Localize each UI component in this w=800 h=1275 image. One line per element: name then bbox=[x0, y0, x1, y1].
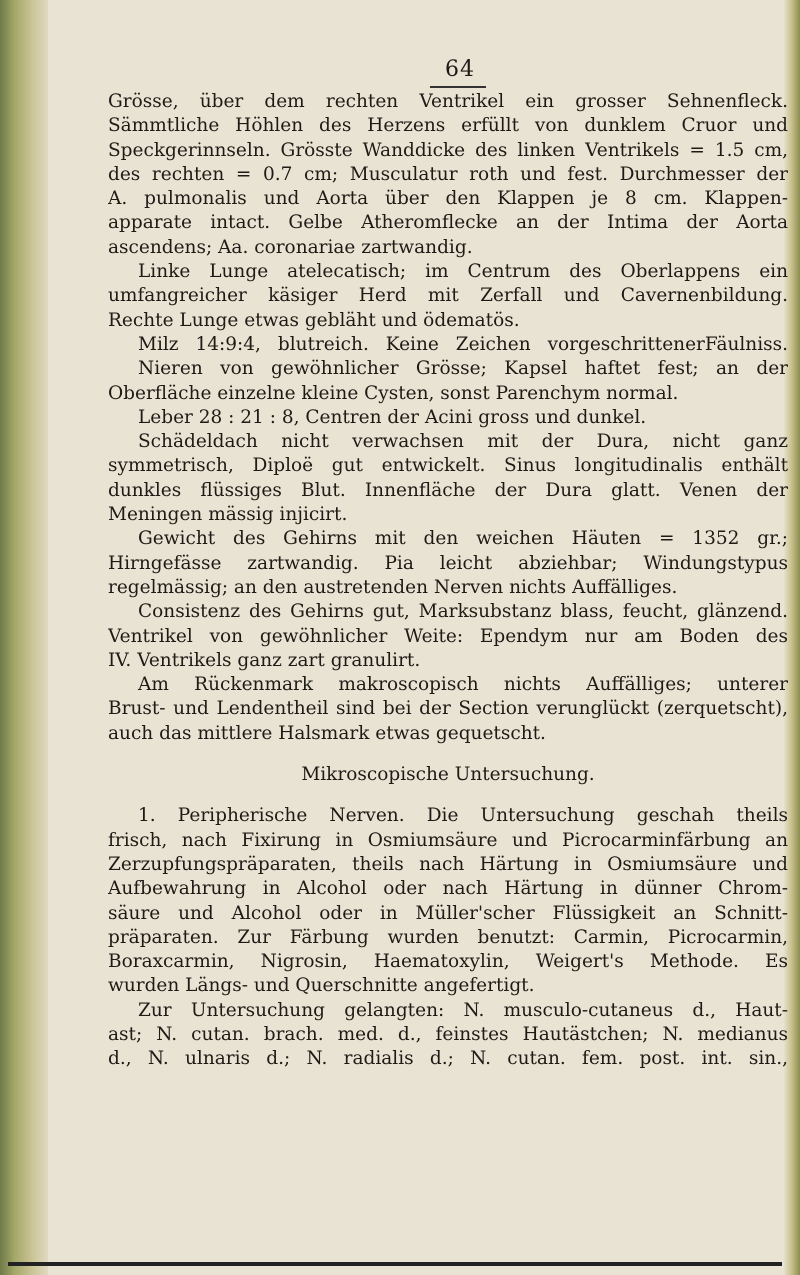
text-line: frisch, nach Fixirung in Osmiumsäure und Picrocarminfärbung an bbox=[108, 829, 788, 851]
section-heading: Mikroscopische Untersuchung. bbox=[301, 764, 595, 786]
text-line: Gewicht des Gehirns mit den weichen Häuten = 1352 gr.; bbox=[138, 528, 788, 550]
text-line: symmetrisch, Diploë gut entwickelt. Sinus longitudinalis enthält bbox=[108, 455, 788, 477]
text-line: Sämmtliche Höhlen des Herzens erfüllt von dunklem Cruor und bbox=[108, 115, 788, 137]
text-line: Zerzupfungspräparaten, theils nach Härtung in Osmiumsäure und bbox=[108, 853, 788, 875]
text-line: ascendens; Aa. coronariae zartwandig. bbox=[108, 236, 473, 258]
text-line: Boraxcarmin, Nigrosin, Haematoxylin, Weigert's Methode. Es bbox=[108, 951, 788, 973]
text-line: Hirngefässe zartwandig. Pia leicht abziehbar; Windungstypus bbox=[108, 552, 788, 574]
body-text bbox=[108, 90, 788, 1072]
text-line: Zur Untersuchung gelangten: N. musculo-cutaneus d., Haut- bbox=[138, 999, 788, 1021]
text-line: Linke Lunge atelecatisch; im Centrum des Oberlappens ein bbox=[138, 261, 788, 283]
bottom-rule bbox=[8, 1262, 782, 1266]
text-line: Nieren von gewöhnlicher Grösse; Kapsel haftet fest; an der bbox=[138, 358, 788, 380]
section-gap bbox=[108, 787, 788, 804]
text-line: des rechten = 0.7 cm; Musculatur roth und fest. Durchmesser der bbox=[108, 163, 788, 185]
text-line: A. pulmonalis und Aorta über den Klappen je 8 cm. Klappen- bbox=[108, 188, 788, 210]
text-line: Schädeldach nicht verwachsen mit der Dura, nicht ganz bbox=[138, 431, 788, 453]
text-line: Grösse, über dem rechten Ventrikel ein grosser Sehnenfleck. bbox=[108, 91, 788, 112]
text-line: Rechte Lunge etwas gebläht und ödematös. bbox=[108, 309, 520, 331]
text-line: Meningen mässig injicirt. bbox=[108, 504, 348, 526]
text-line: Consistenz des Gehirns gut, Marksubstanz blass, feucht, glänzend. bbox=[138, 601, 788, 623]
text-line: Aufbewahrung in Alcohol oder nach Härtung in dünner Chrom- bbox=[108, 878, 788, 900]
text-line: umfangreicher käsiger Herd mit Zerfall und Cavernenbildung. bbox=[108, 285, 788, 307]
page-number-rule bbox=[430, 86, 486, 88]
text-line: d., N. ulnaris d.; N. radialis d.; N. cutan. fem. post. int. sin., bbox=[108, 1048, 788, 1070]
page-number: 64 bbox=[445, 57, 475, 82]
text-line: Speckgerinnseln. Grösste Wanddicke des linken Ventrikels = 1.5 cm, bbox=[108, 139, 788, 161]
autopsy-findings bbox=[108, 90, 788, 746]
text-line: säure und Alcohol oder in Müller'scher Flüssigkeit an Schnitt- bbox=[108, 902, 788, 924]
text-line: Am Rückenmark makroscopisch nichts Auffälliges; unterer bbox=[138, 674, 788, 696]
text-line: dunkles flüssiges Blut. Innenfläche der Dura glatt. Venen der bbox=[108, 479, 788, 501]
section-gap bbox=[108, 746, 788, 763]
text-line: Milz 14:9:4, blutreich. Keine Zeichen vorgeschrittenerFäulniss. bbox=[138, 333, 788, 355]
text-line: Leber 28 : 21 : 8, Centren der Acini gross und dunkel. bbox=[138, 406, 647, 428]
text-line: apparate intact. Gelbe Atheromflecke an der Intima der Aorta bbox=[108, 212, 788, 234]
book-binding-left bbox=[0, 0, 48, 1275]
text-line: Ventrikel von gewöhnlicher Weite: Ependym nur am Boden des bbox=[108, 625, 788, 647]
text-line: ast; N. cutan. brach. med. d., feinstes Hautästchen; N. medianus bbox=[108, 1023, 788, 1045]
text-line: 1. Peripherische Nerven. Die Untersuchung geschah theils bbox=[138, 805, 788, 827]
text-line: regelmässig; an den austretenden Nerven nichts Auffälliges. bbox=[108, 576, 678, 598]
text-line: auch das mittlere Halsmark etwas gequetscht. bbox=[108, 722, 546, 744]
text-line: wurden Längs- und Querschnitte angefertigt. bbox=[108, 975, 535, 997]
text-line: Brust- und Lendentheil sind bei der Section verunglückt (zerquetscht), bbox=[108, 698, 788, 720]
text-line: Oberfläche einzelne kleine Cysten, sonst Parenchym normal. bbox=[108, 382, 679, 404]
microscopic-findings bbox=[108, 804, 788, 1071]
text-line: präparaten. Zur Färbung wurden benutzt: Carmin, Picrocarmin, bbox=[108, 926, 788, 948]
text-line: IV. Ventrikels ganz zart granulirt. bbox=[108, 649, 421, 671]
